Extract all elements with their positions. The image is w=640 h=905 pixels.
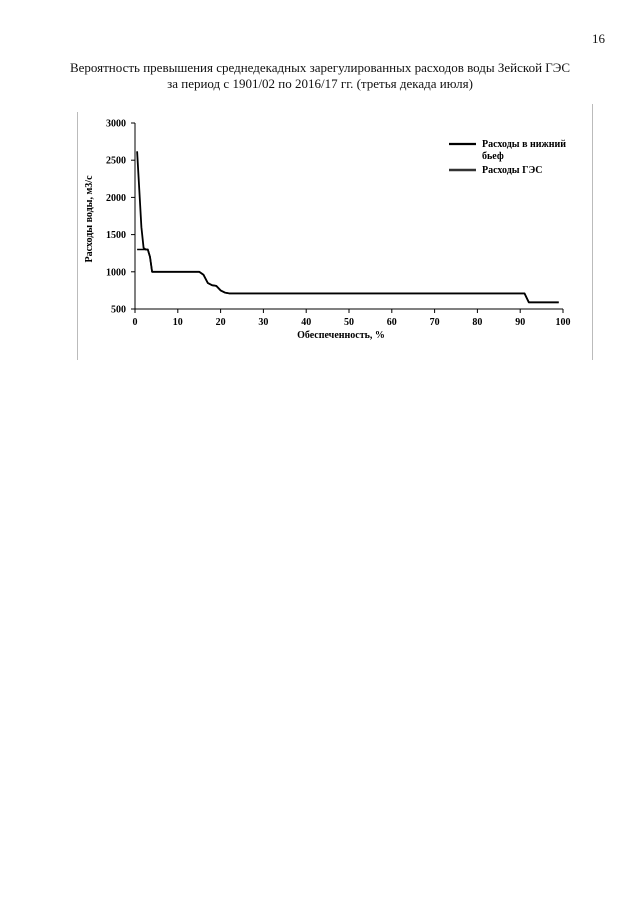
y-axis-label: Расходы воды, м3/с	[84, 175, 95, 263]
legend	[449, 139, 566, 176]
chart-title-line-2: за период с 1901/02 по 2016/17 гг. (третья декада июля)	[167, 76, 473, 91]
x-tick-label: 70	[429, 317, 440, 328]
x-tick-label: 40	[301, 317, 312, 328]
y-tick-label: 500	[111, 304, 126, 316]
legend-label-1: Расходы в нижний бьеф	[482, 139, 567, 162]
x-ticks	[133, 309, 571, 328]
y-tick-label: 3000	[106, 118, 126, 130]
x-tick-label: 90	[515, 317, 526, 328]
chart-title-line-1: Вероятность превышения среднедекадных зарегулированных расходов воды Зейской ГЭС	[69, 60, 571, 75]
x-tick-label: 60	[386, 317, 397, 328]
x-tick-label: 100	[555, 317, 571, 328]
y-tick-label: 2500	[106, 155, 126, 167]
page-number: 16	[592, 31, 605, 46]
x-tick-label: 20	[215, 317, 226, 328]
x-tick-label: 80	[472, 317, 483, 328]
x-tick-label: 0	[132, 317, 138, 328]
y-ticks	[106, 119, 135, 316]
y-tick-label: 1500	[106, 230, 126, 242]
legend-label-2: Расходы ГЭС	[482, 165, 543, 176]
x-tick-label: 10	[172, 317, 183, 328]
y-tick-label: 1000	[106, 267, 126, 279]
x-tick-label: 50	[344, 317, 354, 328]
x-tick-label: 30	[258, 317, 269, 328]
x-axis-label: Обеспеченность, %	[297, 330, 385, 341]
y-tick-label: 2000	[106, 192, 126, 204]
series-line-2	[137, 250, 559, 303]
